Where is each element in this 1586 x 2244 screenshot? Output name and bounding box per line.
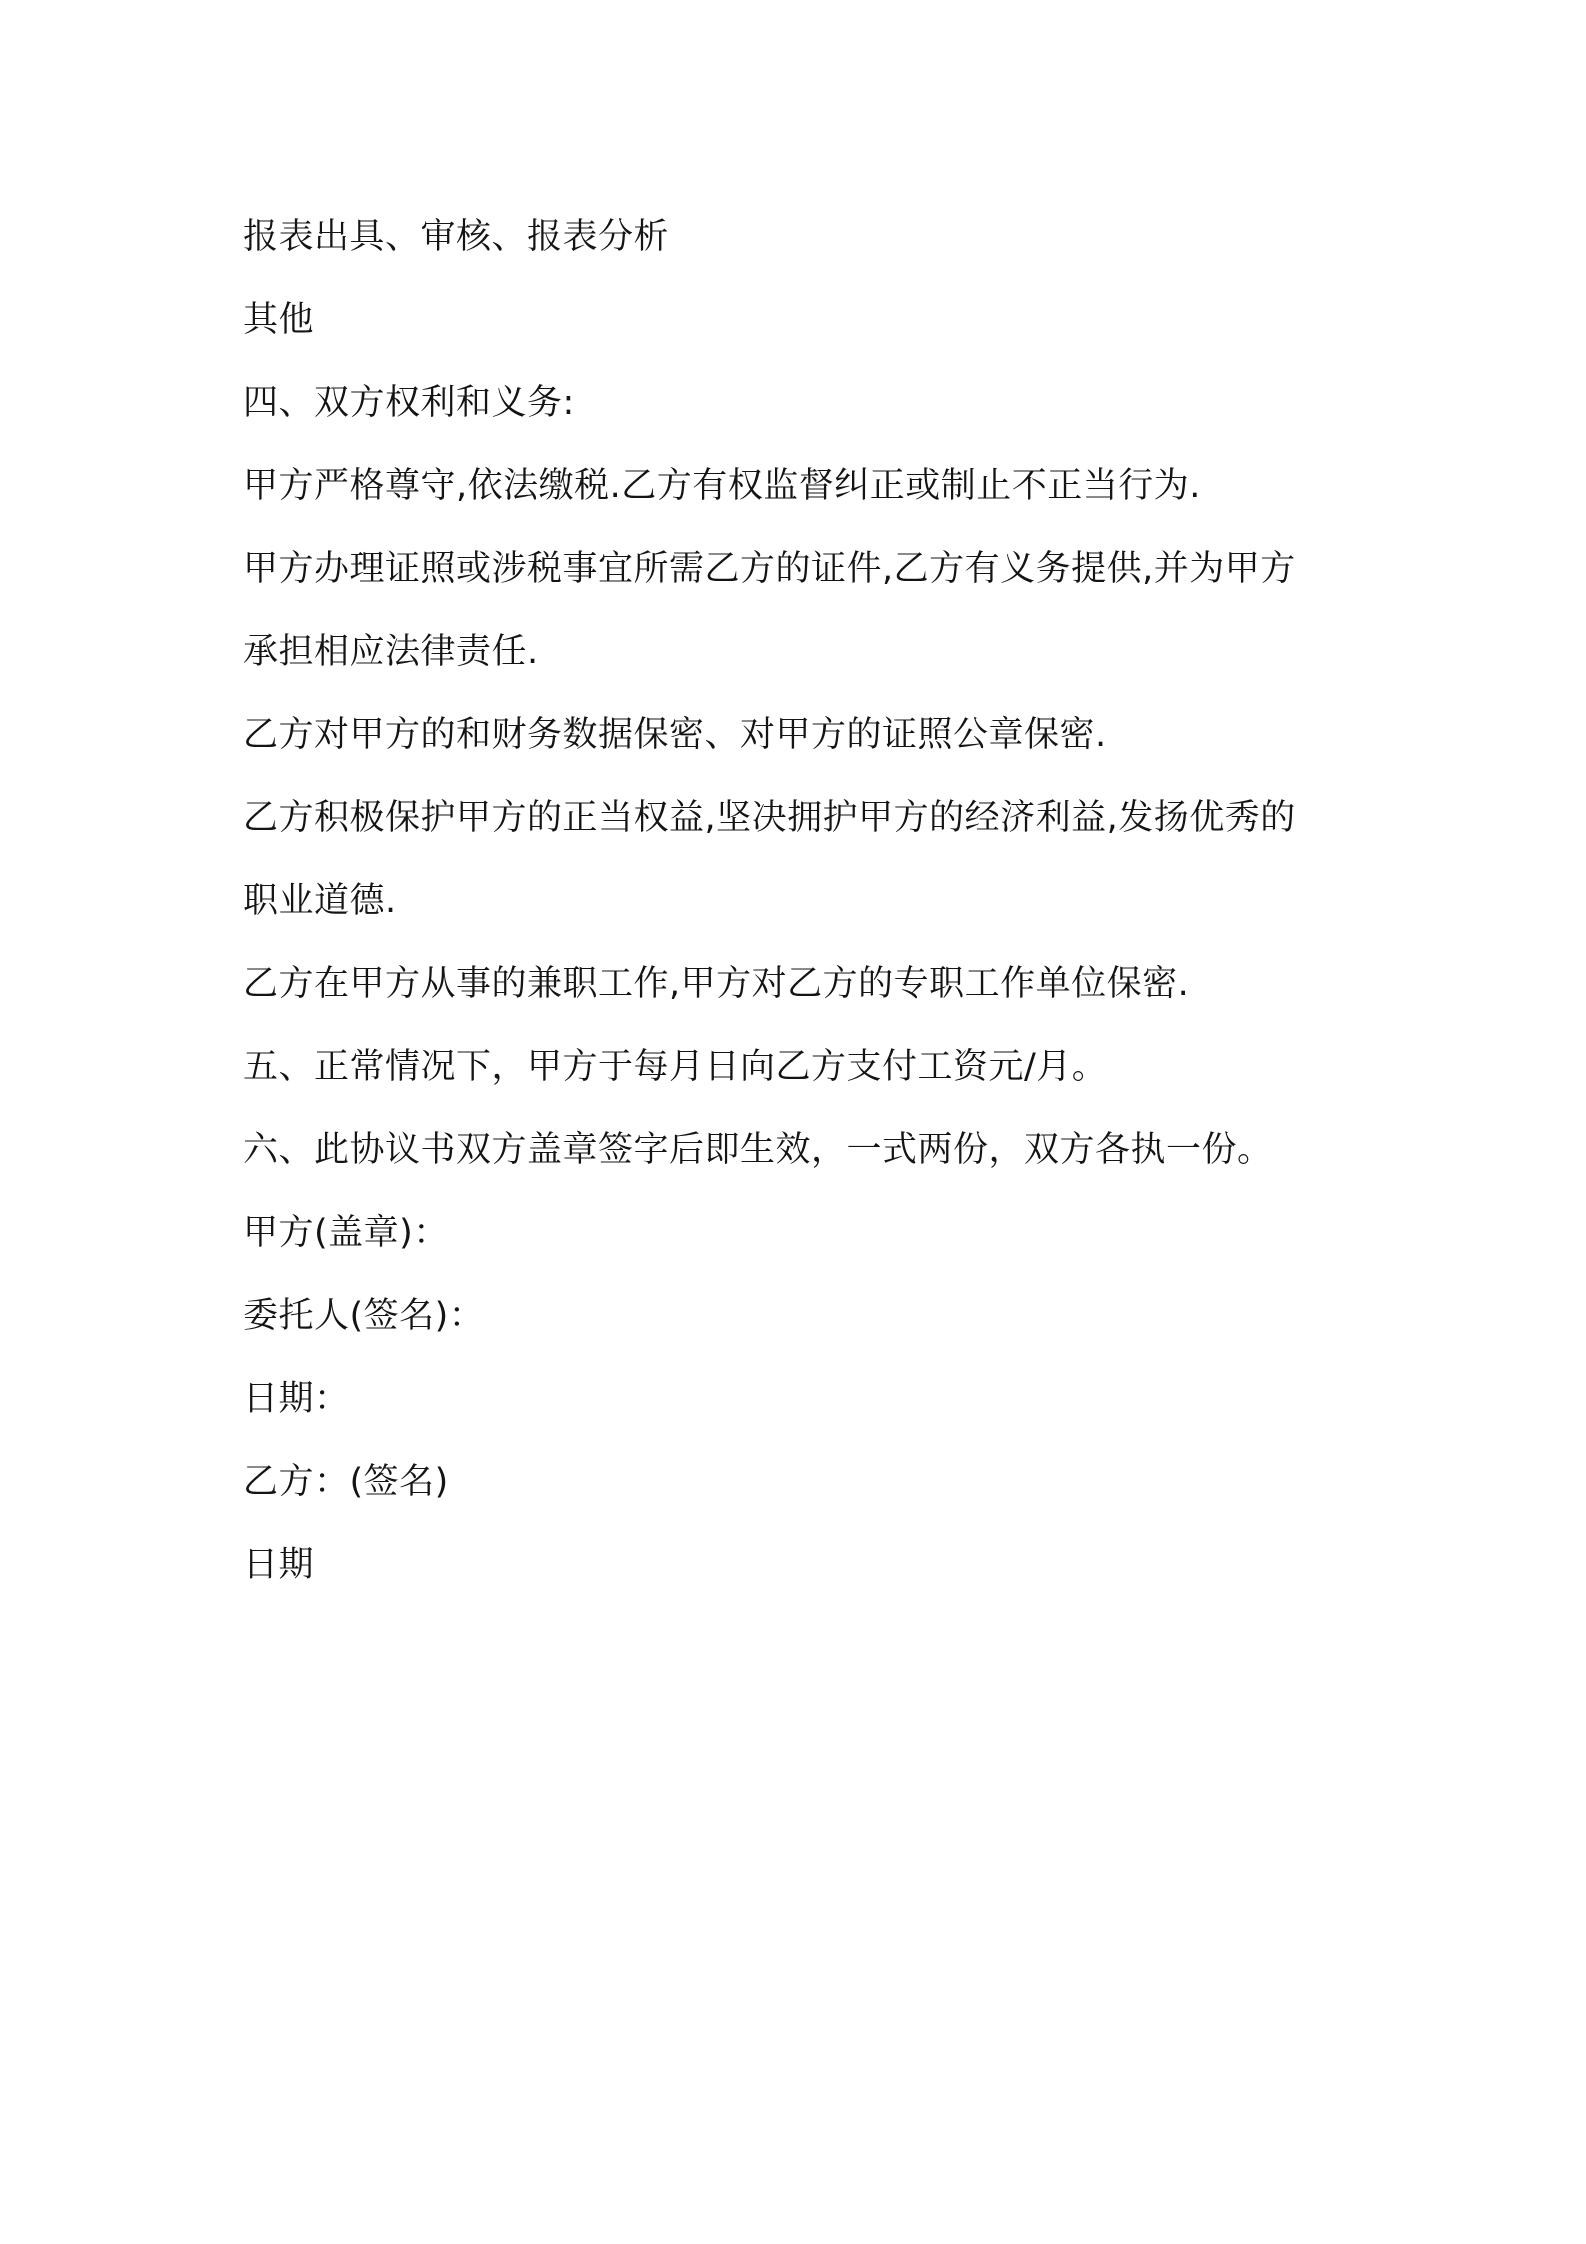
text-line-other: 其他	[243, 300, 315, 340]
section-payment: 五、正常情况下，甲方于每月日向乙方支付工资元/月。	[243, 1047, 1108, 1087]
signature-agent: 委托人(签名)：	[243, 1296, 485, 1336]
text-line-report-items: 报表出具、审核、报表分析	[243, 217, 670, 257]
signature-party-b: 乙方：(签名)	[243, 1462, 449, 1502]
section-heading-rights-obligations: 四、双方权利和义务:	[243, 383, 575, 423]
section-effectiveness: 六、此协议书双方盖章签字后即生效，一式两份，双方各执一份。	[243, 1130, 1273, 1170]
clause-documents-line-1: 甲方办理证照或涉税事宜所需乙方的证件,乙方有义务提供,并为甲方	[243, 549, 1296, 589]
clause-protect-interests-line-1: 乙方积极保护甲方的正当权益,坚决拥护甲方的经济利益,发扬优秀的	[243, 798, 1296, 838]
clause-documents-line-2: 承担相应法律责任.	[243, 632, 539, 672]
document-body	[243, 196, 1363, 1607]
clause-part-time-work: 乙方在甲方从事的兼职工作,甲方对乙方的专职工作单位保密.	[243, 964, 1190, 1004]
clause-confidentiality: 乙方对甲方的和财务数据保密、对甲方的证照公章保密.	[243, 715, 1107, 755]
signature-date-a: 日期：	[243, 1379, 350, 1419]
signature-date-b: 日期	[243, 1545, 315, 1585]
signature-party-a-seal: 甲方(盖章)：	[243, 1213, 449, 1253]
clause-tax-compliance: 甲方严格尊守,依法缴税.乙方有权监督纠正或制止不正当行为.	[243, 466, 1201, 506]
clause-protect-interests-line-2: 职业道德.	[243, 881, 397, 921]
